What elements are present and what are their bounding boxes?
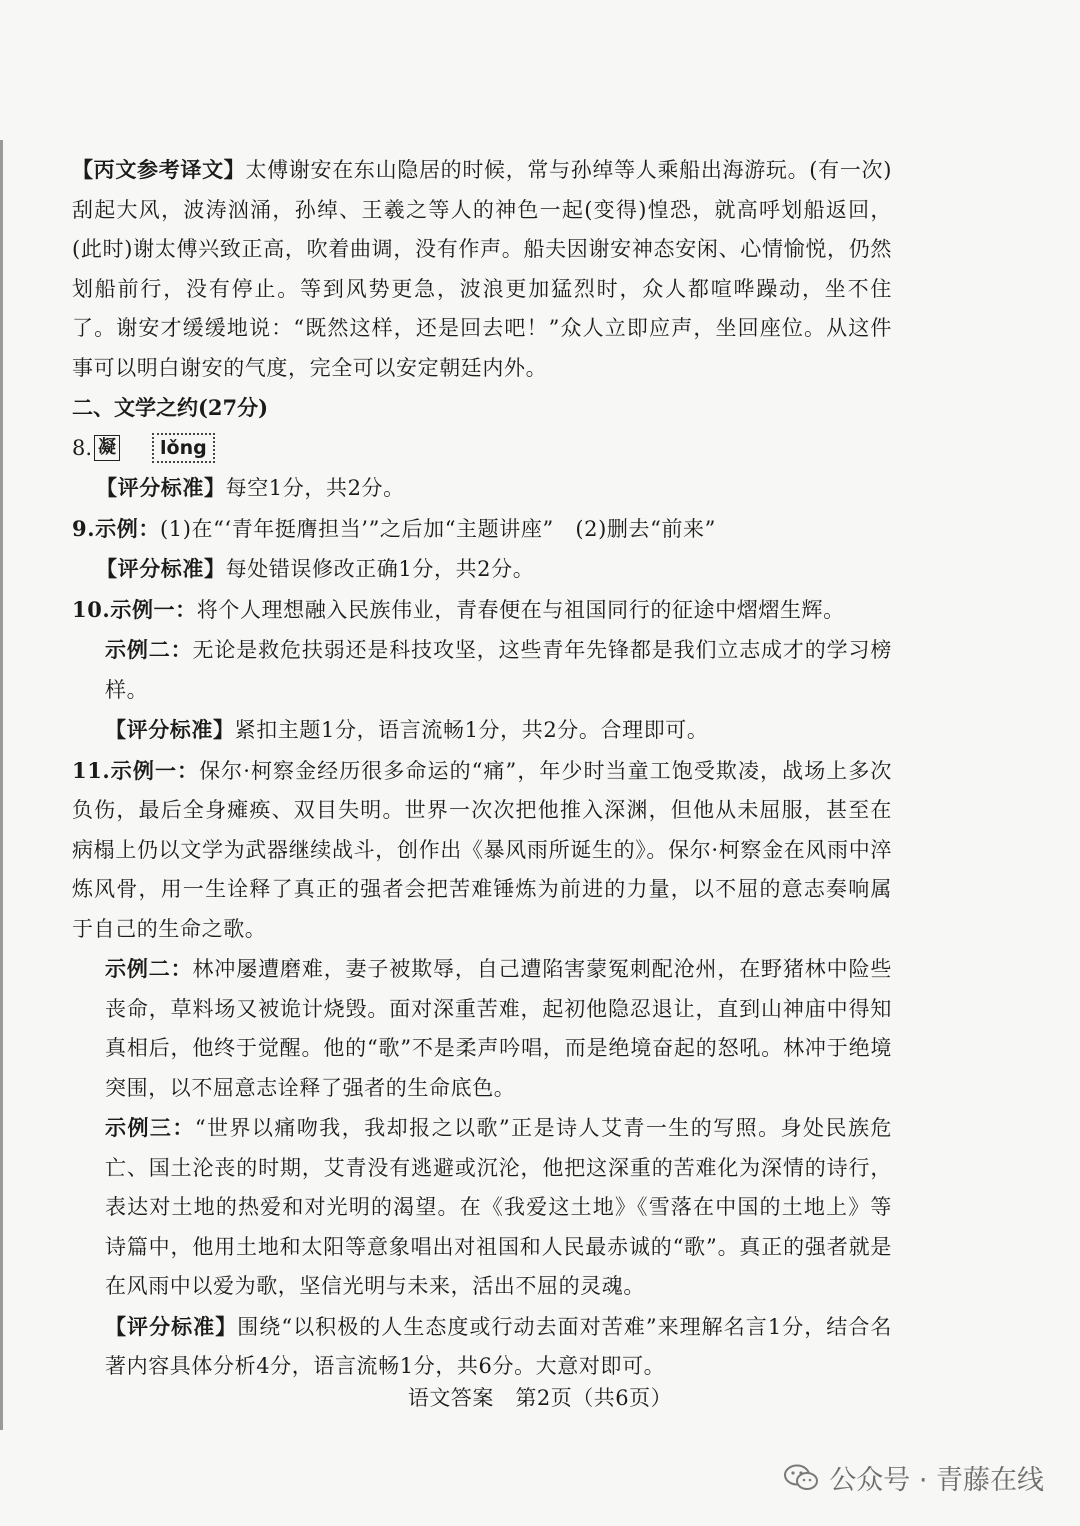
watermark bbox=[783, 1458, 1044, 1497]
q10-number: 10. bbox=[72, 596, 111, 622]
q10-scoring-text: 紧扣主题1分，语言流畅1分，共2分。合理即可。 bbox=[234, 718, 709, 742]
q8-answer-pinyin: lǒng bbox=[152, 433, 215, 463]
q8-number: 8. bbox=[72, 436, 93, 460]
question-9 bbox=[72, 509, 892, 550]
section-heading: 二、文学之约(27分) bbox=[72, 395, 269, 420]
q11-ex1-text: 保尔·柯察金经历很多命运的“痛”，年少时当童工饱受欺凌，战场上多次负伤，最后全身瘫痪、双目失明。世界一次次把他推入深渊，但他从未屈服，甚至在病榻上仍以文学为武器继续战斗，创作出《暴风雨所诞生的》。保尔·柯察金在风雨中淬炼风骨，用一生诠释了真正的强者会把苦难锤炼为前进的力量，以不屈的意志奏响属于自己的生命之歌。 bbox=[72, 758, 892, 941]
q11-ex2-text: 林冲屡遭磨难，妻子被欺辱，自己遭陷害蒙冤刺配沧州，在野猪林中险些丧命，草料场又被诡计烧毁。面对深重苦难，起初他隐忍退让，直到山神庙中得知真相后，他终于觉醒。他的“歌”不是柔声吟唱，而是绝境奋起的怒吼。林冲于绝境突围，以不屈意志诠释了强者的生命底色。 bbox=[105, 957, 892, 1100]
q9-text: (1)在“‘青年挺膺担当’”之后加“主题讲座” (2)删去“前来” bbox=[159, 516, 716, 541]
page-footer: 语文答案 第2页（共6页） bbox=[407, 1386, 673, 1410]
q10-scoring bbox=[72, 710, 892, 751]
page-edge-rule bbox=[0, 140, 3, 1430]
q10-ex2-text: 无论是救危扶弱还是科技攻坚，这些青年先锋都是我们立志成才的学习榜样。 bbox=[105, 638, 892, 702]
q8-scoring bbox=[72, 468, 892, 509]
q9-label: 示例： bbox=[95, 515, 160, 541]
q11-scoring bbox=[72, 1307, 892, 1387]
wechat-icon bbox=[783, 1464, 819, 1492]
q10-ex1-label: 示例一： bbox=[110, 596, 197, 622]
translation-paragraph bbox=[72, 150, 892, 388]
q10-ex1-text: 将个人理想融入民族伟业，青春便在与祖国同行的征途中熠熠生辉。 bbox=[196, 597, 845, 622]
question-10-example-2 bbox=[72, 630, 892, 710]
q8-scoring-text: 每空1分，共2分。 bbox=[225, 476, 405, 500]
question-11-example-3 bbox=[72, 1108, 892, 1307]
q9-number: 9. bbox=[72, 515, 96, 541]
q11-ex3-text: “世界以痛吻我，我却报之以歌”正是诗人艾青一生的写照。身处民族危亡、国土沦丧的时期，艾青没有逃避或沉沦，他把这深重的苦难化为深情的诗行，表达对土地的热爱和对光明的渴望。在《我爱这土地》《雪落在中国的土地上》等诗篇中，他用土地和太阳等意象唱出对祖国和人民最赤诚的“歌”。真正的强者就是在风雨中以爱为歌，坚信光明与未来，活出不屈的灵魂。 bbox=[105, 1116, 892, 1298]
question-11-example-2 bbox=[72, 949, 892, 1108]
q8-answer-char: 凝 bbox=[94, 435, 120, 461]
question-11-example-1 bbox=[72, 751, 892, 950]
q11-number: 11. bbox=[72, 757, 111, 783]
q11-scoring-label: 【评分标准】 bbox=[105, 1313, 238, 1339]
translation-text: 太傅谢安在东山隐居的时候，常与孙绰等人乘船出海游玩。(有一次)刮起大风，波涛汹涌，孙绰、王羲之等人的神色一起(变得)惶恐，就高呼划船返回，(此时)谢太傅兴致正高，吹着曲调，没有作声。船夫因谢安神态安闲、心情愉悦，仍然划船前行，没有停止。等到风势更急，波浪更加猛烈时，众人都喧哗躁动，坐不住了。谢安才缓缓地说：“既然这样，还是回去吧！”众人立即应声，坐回座位。从这件事可以明白谢安的气度，完全可以安定朝廷内外。 bbox=[72, 158, 892, 380]
q9-scoring bbox=[72, 549, 892, 590]
translation-label: 【丙文参考译文】 bbox=[72, 157, 246, 182]
q11-scoring-text: 围绕“以积极的人生态度或行动去面对苦难”来理解名言1分，结合名著内容具体分析4分，语言流畅1分，共6分。大意对即可。 bbox=[105, 1314, 892, 1378]
question-10-example-1 bbox=[72, 590, 892, 631]
watermark-text: 公众号 · 青藤在线 bbox=[829, 1465, 1044, 1496]
question-8 bbox=[72, 428, 892, 468]
q11-ex3-label: 示例三： bbox=[105, 1115, 195, 1140]
q10-scoring-label: 【评分标准】 bbox=[105, 717, 235, 742]
q9-scoring-label: 【评分标准】 bbox=[96, 556, 226, 581]
q8-scoring-label: 【评分标准】 bbox=[96, 475, 226, 500]
q11-ex1-label: 示例一： bbox=[110, 757, 200, 783]
q11-ex2-label: 示例二： bbox=[105, 956, 193, 981]
q9-scoring-text: 每处错误修改正确1分，共2分。 bbox=[225, 557, 535, 581]
page-content bbox=[72, 150, 892, 1387]
q10-ex2-label: 示例二： bbox=[105, 637, 193, 662]
